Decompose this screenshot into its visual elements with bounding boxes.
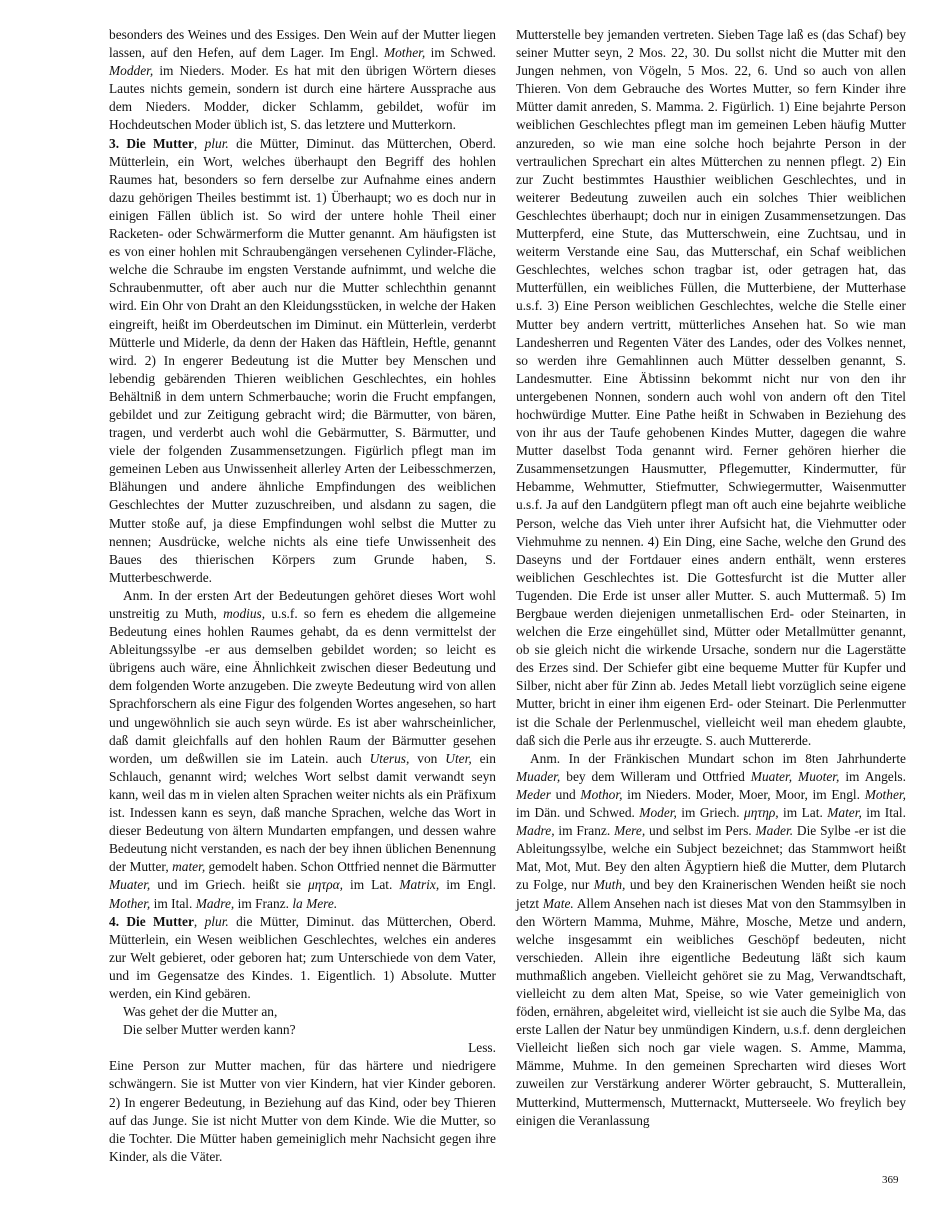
entry-headword: 3. Die Mutter (109, 135, 194, 151)
right-column (516, 26, 906, 1130)
left-column (109, 26, 496, 1166)
verse-line: Die selber Mutter werden kann? (123, 1022, 296, 1038)
entry-4: 4. Die Mutter, plur. die Mütter, Diminut. das Mütterchen, Oberd. Mütterlein, ein Wesen weiblichen Geschlechtes, welches ein anderes zur Welt gebieret, oder geboren hat; zum Unterschiede von dem Vater, und im Gegensatze des Kindes. 1. Eigentlich. 1) Absolute. Mutter werden, ein Kind gebären. (109, 913, 496, 1001)
page-number: 369 (882, 1174, 899, 1186)
annotation: Anm. In der ersten Art der Bedeutungen gehöret dieses Wort wohl unstreitig zu Muth, modius, u.s.f. so fern es ehedem die allgemeine Bedeutung eines hohlen Raumes gehabt, da es denn vermittelst der Ableitungssylbe -er aus demselben gebildet worden; so leicht es übrigens auch wäre, eine Ähnlichkeit zwischen dieser Bedeutung und dem folgenden Worte anzugeben. Die zweyte Bedeutung wird von allen Sprachforschern als eine Figur des folgenden Wortes angesehen, so hart und ungewöhnlich sie auch seyn würde. Es ist aber wahrscheinlicher, daß damit gleichfalls auf den hohlen Raum der Bärmutter gesehen worden, um deßwillen sie im Latein. auch Uterus, von Uter, ein Schlauch, genannt wird; welches Wort selbst damit verwandt seyn kann, weil das m in vielen alten Sprachen weiter nichts als ein Präfixum ist. Indessen kann es seyn, daß manche Sprachen, welche das Wort in dieser Bedeutung von ältern Mundarten empfangen, und dessen wahre Bedeutung nicht verstanden, es nach der bey ihnen üblichen Benennung der Mutter, mater, gemodelt haben. Schon Ottfried nennet die Bärmutter Muater, und im Griech. heißt sie μητρα, im Lat. Matrix, im Engl. Mother, im Ital. Madre, im Franz. la Mere. (109, 587, 497, 911)
verse-line: Was gehet der die Mutter an, (123, 1004, 278, 1020)
paragraph: besonders des Weines und des Essiges. Den Wein auf der Mutter liegen lassen, auf den Hefen, auf dem Lager. Im Engl. Mother, im Schwed. Modder, im Nieders. Moder. Es hat mit den übrigen Wörtern dieses Lautes nichts gemein, sondern ist durch eine härtere Aussprache aus dem Nieders. Modder, dicker Schlamm, gebildet, wofür im Hochdeutschen Moder üblich ist, S. das letztere und Mutterkorn. (109, 27, 496, 133)
annotation: Anm. In der Fränkischen Mundart schon im 8ten Jahrhunderte Muader, bey dem Willeram und Ottfried Muater, Muoter, im Angels. Meder und Mothor, im Nieders. Moder, Moer, Moor, im Engl. Mother, im Dän. und Schwed. Moder, im Griech. μητηρ, im Lat. Mater, im Ital. Madre, im Franz. Mere, und selbst im Pers. Mader. Die Sylbe -er ist die Ableitungssylbe, welche ein Subject bezeichnet; das Stammwort heißt Mat, Mot, Mut. Bey den alten Ägyptiern hieß die Mutter, dem Plutarch zu Folge, nur Muth, und bey den Krainerischen Wenden heißt sie noch jetzt Mate. Allem Ansehen nach ist dieses Mat von den Stammsylben in den Wörtern Mamma, Muhme, Mähre, Mosche, Metze und andern, welche insgesammt ein weibliches Geschöpf bedeuten, nicht verschieden. Allein ihre eigentliche Bedeutung läßt sich kaum muthmaßlich angeben. Vielleicht gehöret sie zu Mag, Verwandtschaft, vielleicht zu dem alten Mat, Speise, so wie Vater gemeiniglich von föden, ernähren, abgeleitet wird, vielleicht ist sie auch die Sylbe Ma, das erste Lallen der Natur bey unmündigen Kindern, u.s.f. denn dergleichen Vielleicht ließen sich noch gar viele wagen. S. Amme, Mamma, Mämme, Muhme. In den gemeinen Sprecharten wird dieses Wort zuweilen zur Verstärkung anderer Wörter gebraucht, S. Mutterallein, Mutterkind, Muttermensch, Mutternackt, Mutterseele. Wo freylich bey einigen die Veranlassung (516, 750, 906, 1128)
entry-headword: 4. Die Mutter (109, 913, 194, 929)
paragraph: Eine Person zur Mutter machen, für das härtere und niedrigere schwängern. Sie ist Mutter von vier Kindern, hat vier Kinder geboren. 2) In engerer Bedeutung, in Beziehung auf das Kind, oder bey Thieren auf das Junge. Sie ist nicht Mutter von dem Kinde. Wie die Mutter, so die Tochter. Die Mütter haben gemeiniglich mehr Nachsicht gegen ihre Kinder, als die Väter. (109, 1058, 496, 1164)
entry-3: 3. Die Mutter, plur. die Mütter, Diminut. das Mütterchen, Oberd. Mütterlein, ein Wort, welches überhaupt den Begriff des hohlen Raumes hat, besonders so fern derselbe zur Aufnahme eines andern dazu gehörigen Theiles bestimmt ist. 1) Überhaupt; wo es doch nur in einigen Fällen üblich ist. So wird der untere hohle Theil einer Racketen- oder Schwärmerform die Mutter genannt. Am häufigsten ist es von einer hohlen mit Schraubengängen versehenen Cylinder-Fläche, welche die Schraube im engsten Verstande aufnimmt, und welche die Schraubenmutter, oft aber auch nur die Mutter schlechthin genannt wird. Ein Ohr von Draht an den Kleidungsstücken, in welche der Haken eingreift, heißt im Oberdeutschen im Diminut. ein Mütterlein, verderbt Mütterle und Miderle, da denn der Haken das Häftlein, Heftle, genannt wird. 2) In engerer Bedeutung ist die Mutter bey Menschen und lebendig gebärenden Thieren weiblichen Geschlechtes, ein hohles Behältniß in dem untern Schmerbauche; worin die Frucht empfangen, gebildet und zur Zeitigung gebracht wird; die Bärmutter, von bären, tragen, und verderbt auch wohl die Gebärmutter, S. Bärmutter, und viele der folgenden Zusammensetzungen. Figürlich pflegt man im gemeinen Leben aus Unwissenheit allerley Arten der Leibesschmerzen, Blähungen und andere ähnliche Empfindungen des weiblichen Geschlechtes der Mutter zuzuschreiben, und alsdann zu sagen, die Mutter stoße auf, ja diese Empfindungen wohl selbst die Mutter zu nennen; Ausdrücke, welche nichts als eine tiefe Unwissenheit des Baues des thierischen Körpers zum Grunde haben, S. Mutterbeschwerde. (109, 135, 496, 585)
paragraph: Mutterstelle bey jemanden vertreten. Sieben Tage laß es (das Schaf) bey seiner Mutter seyn, 2 Mos. 22, 30. Du sollst nicht die Mutter mit den Jungen nehmen, von Vögeln, 5 Mos. 22, 6. Und so auch von allen Thieren. Von dem Gebrauche des Wortes Mutter, so fern Kinder ihre Mütter damit anreden, S. Mamma. 2. Figürlich. 1) Eine bejahrte Person weiblichen Geschlechtes pflegt man im gemeinen Leben häufig Mutter anzureden, so wie man eine solche hoch bejahrte Person in der vertraulichen Sprechart ein altes Mütterchen zu nennen pflegt. 2) Ein zur Zucht bestimmtes Hausthier weiblichen Geschlechtes, und in weiterer Bedeutung zuweilen auch ein solches Thier weiblichen Geschlechtes überhaupt; doch nur in einigen Zusammensetzungen. Das Mutterpferd, eine Stute, das Mutterschwein, eine Zuchtsau, und in weiterm Verstande eine Sau, das Mutterschaf, ein Schaf weiblichen Geschlechtes, welches schon tragbar ist, oder getragen hat, das Mutterfüllen, ein weibliches Füllen, die Mutterbiene, der Mutterhase u.s.f. 3) Eine Person weiblichen Geschlechtes, welche die Stelle einer Mutter bey andern vertritt, mütterliches Ansehen hat. So wie man Landesherren und Regenten Väter des Landes, oder des Volkes nennet, so werden ihre Gemahlinnen auch Mütter desselben genannt, S. Landesmutter. Eine Äbtissinn bekommt nicht nur von den ihr untergebenen Nonnen, sondern auch wohl von andern oft den Titel hochwürdige Mutter. Eine Pathe heißt in Schwaben in Beziehung des von ihr aus der Taufe gehobenen Kindes Mutter, dagegen die wahre Mutter daselbst Toda genannt wird. Ferner gehören hierher die Zusammensetzungen Hausmutter, Pflegemutter, Kindermutter, für Hebamme, Wehmutter, Stiefmutter, Schwiegermutter, Waisenmutter u.s.f. Ja auf den Landgütern pflegt man oft auch eine bejahrte weibliche Person, welche das Vieh unter ihrer Aufsicht hat, die Viehmutter oder Viehmuhme zu nennen. 4) Ein Ding, eine Sache, welche den Grund des Daseyns und der Fortdauer eines andern enthält, wenn ersteres weiblichen Geschlechtes ist. Die Gottesfurcht ist die Mutter aller Tugenden. Die Erde ist unser aller Mutter. S. auch Muttermaß. 5) Im Bergbaue werden diejenigen unmetallischen Erd- oder Steinarten, in welchen die Erze eingehüllet sind, Mütter oder Metallmütter genannt, ob sie gleich nicht die wirkende Ursache, sondern nur die Lagerstätte des Erzes sind. Der Schiefer gibt eine bequeme Mutter für Kupfer und Silber, nicht aber für Zinn ab. Jedes Metall liebt vorzüglich seine eigene Mutter, bricht in einer ihm eigenen Erd- oder Steinart. Die Perlenmutter ist die Schale der Perlenmuschel, vielleicht weil man ehedem glaubte, daß sich die Perle aus ihr erzeugte. S. auch Muttererde. (516, 27, 906, 748)
verse-source: Less. (468, 1040, 496, 1056)
